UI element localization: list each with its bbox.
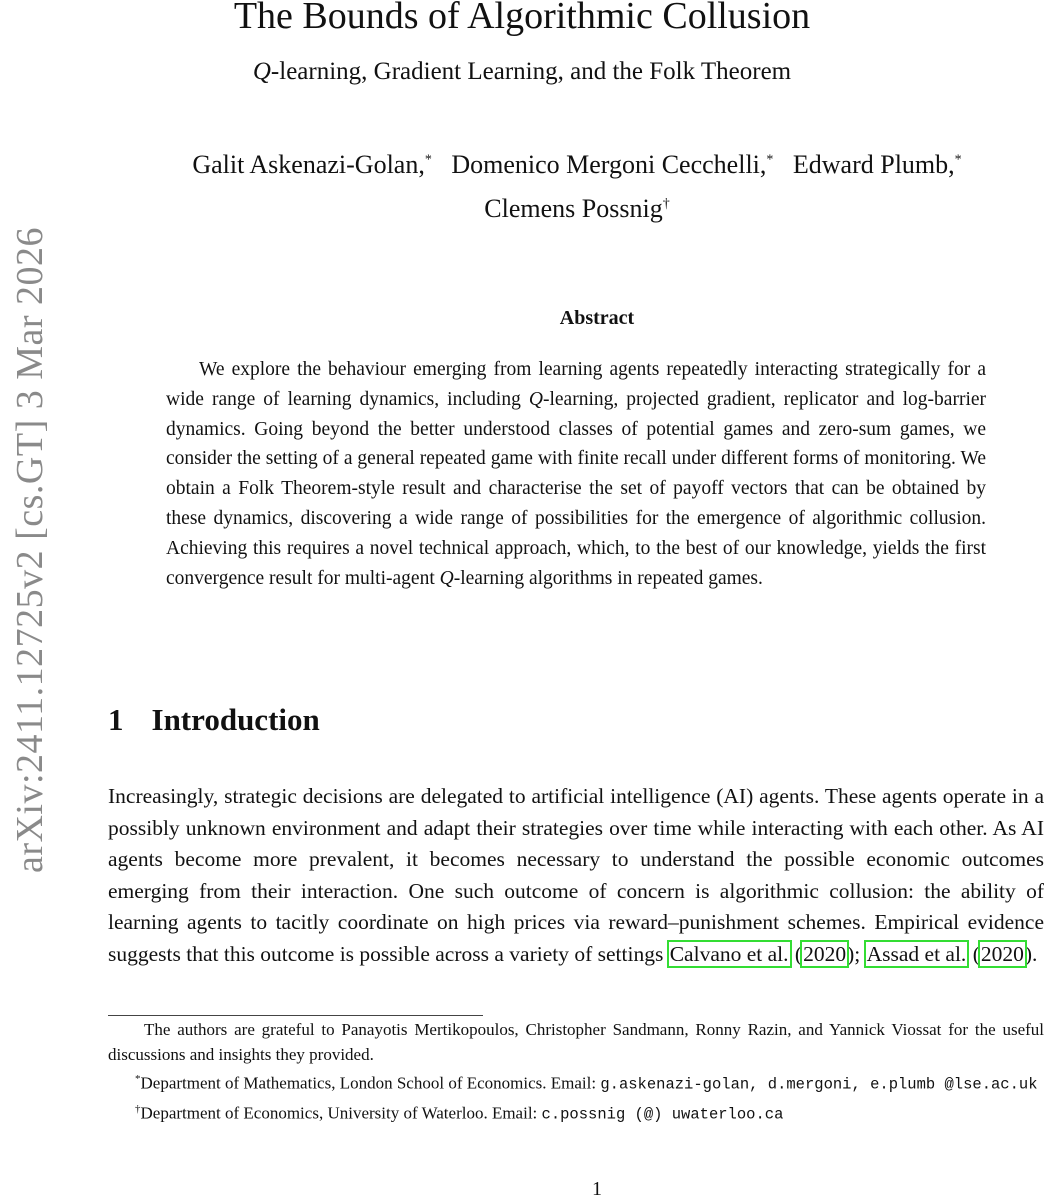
footnote-affiliation-lse: *Department of Mathematics, London School of Economics. Email: g.askenazi-golan, d.mergoni, e.plumb @lse.ac.uk [135, 1073, 1038, 1094]
paper-title: The Bounds of Algorithmic Collusion [233, 0, 811, 37]
arxiv-stamp [0, 200, 60, 900]
footnotes [108, 1018, 1044, 1127]
page-number: 1 [592, 1178, 602, 1200]
footnote-rule [108, 1015, 483, 1016]
abstract-body: We explore the behaviour emerging from learning agents repeatedly interacting strategically for a wide range of learning dynamics, including Q-learning, projected gradient, replicator and log-barrier dynamics. Going beyond the better understood classes of potential games and zero-sum games, we consider the setting of a general repeated game with finite recall under different forms of monitoring. We obtain a Folk Theorem-style result and characterise the set of payoff vectors that can be obtained by these dynamics, discovering a wide range of possibilities for the emergence of algorithmic collusion. Achieving this requires a novel technical approach, which, to the best of our knowledge, yields the first convergence result for multi-agent Q-learning algorithms in repeated games. [166, 359, 987, 589]
section-title: Introduction [151, 702, 320, 737]
email-lse: g.askenazi-golan, d.mergoni, e.plumb @lse.ac.uk [600, 1075, 1038, 1094]
citation-year-link-assad[interactable]: 2020 [980, 941, 1024, 966]
author: Domenico Mergoni Cecchelli,* [451, 149, 774, 179]
introduction-paragraph: Increasingly, strategic decisions are delegated to artificial intelligence (AI) agents. These agents operate in a possibly unknown environment and adapt their strategies over time while interacting with each other. As AI agents become more prevalent, it becomes necessary to understand the possible economic outcomes emerging from their interaction. One such outcome of concern is algorithmic collusion: the ability of learning agents to tacitly coordinate on high prices via reward–punishment schemes. Empirical evidence suggests that this outcome is possible across a variety of settings Calvano et al. (2020); Assad et al. (2020). [108, 784, 1044, 966]
citation-year-link-calvano[interactable]: 2020 [803, 941, 847, 966]
arxiv-identifier: arXiv:2411.12725v2 [cs.GT] 3 Mar 2026 [9, 226, 51, 874]
footnote-affiliation-waterloo: †Department of Economics, University of Waterloo. Email: c.possnig (@) uwaterloo.ca [135, 1103, 784, 1124]
author-list [120, 140, 1034, 229]
section-number: 1 [108, 702, 124, 737]
citation-link-assad[interactable]: Assad et al. [866, 941, 967, 966]
citation-link-calvano[interactable]: Calvano et al. [669, 941, 789, 966]
email-waterloo: c.possnig (@) uwaterloo.ca [541, 1105, 784, 1124]
q-symbol: Q [252, 58, 271, 85]
author: Edward Plumb,* [792, 149, 962, 179]
author: Galit Askenazi-Golan,* [192, 149, 432, 179]
author: Clemens Possnig† [484, 194, 670, 224]
section-heading-introduction [108, 702, 320, 738]
abstract-heading: Abstract [559, 307, 635, 329]
footnote-acknowledgements: The authors are grateful to Panayotis Mertikopoulos, Christopher Sandmann, Ronny Razin, and Yannick Viossat for the useful discussions and insights they provided. [108, 1020, 1044, 1064]
paper-subtitle: Q-learning, Gradient Learning, and the Folk Theorem [252, 58, 792, 85]
